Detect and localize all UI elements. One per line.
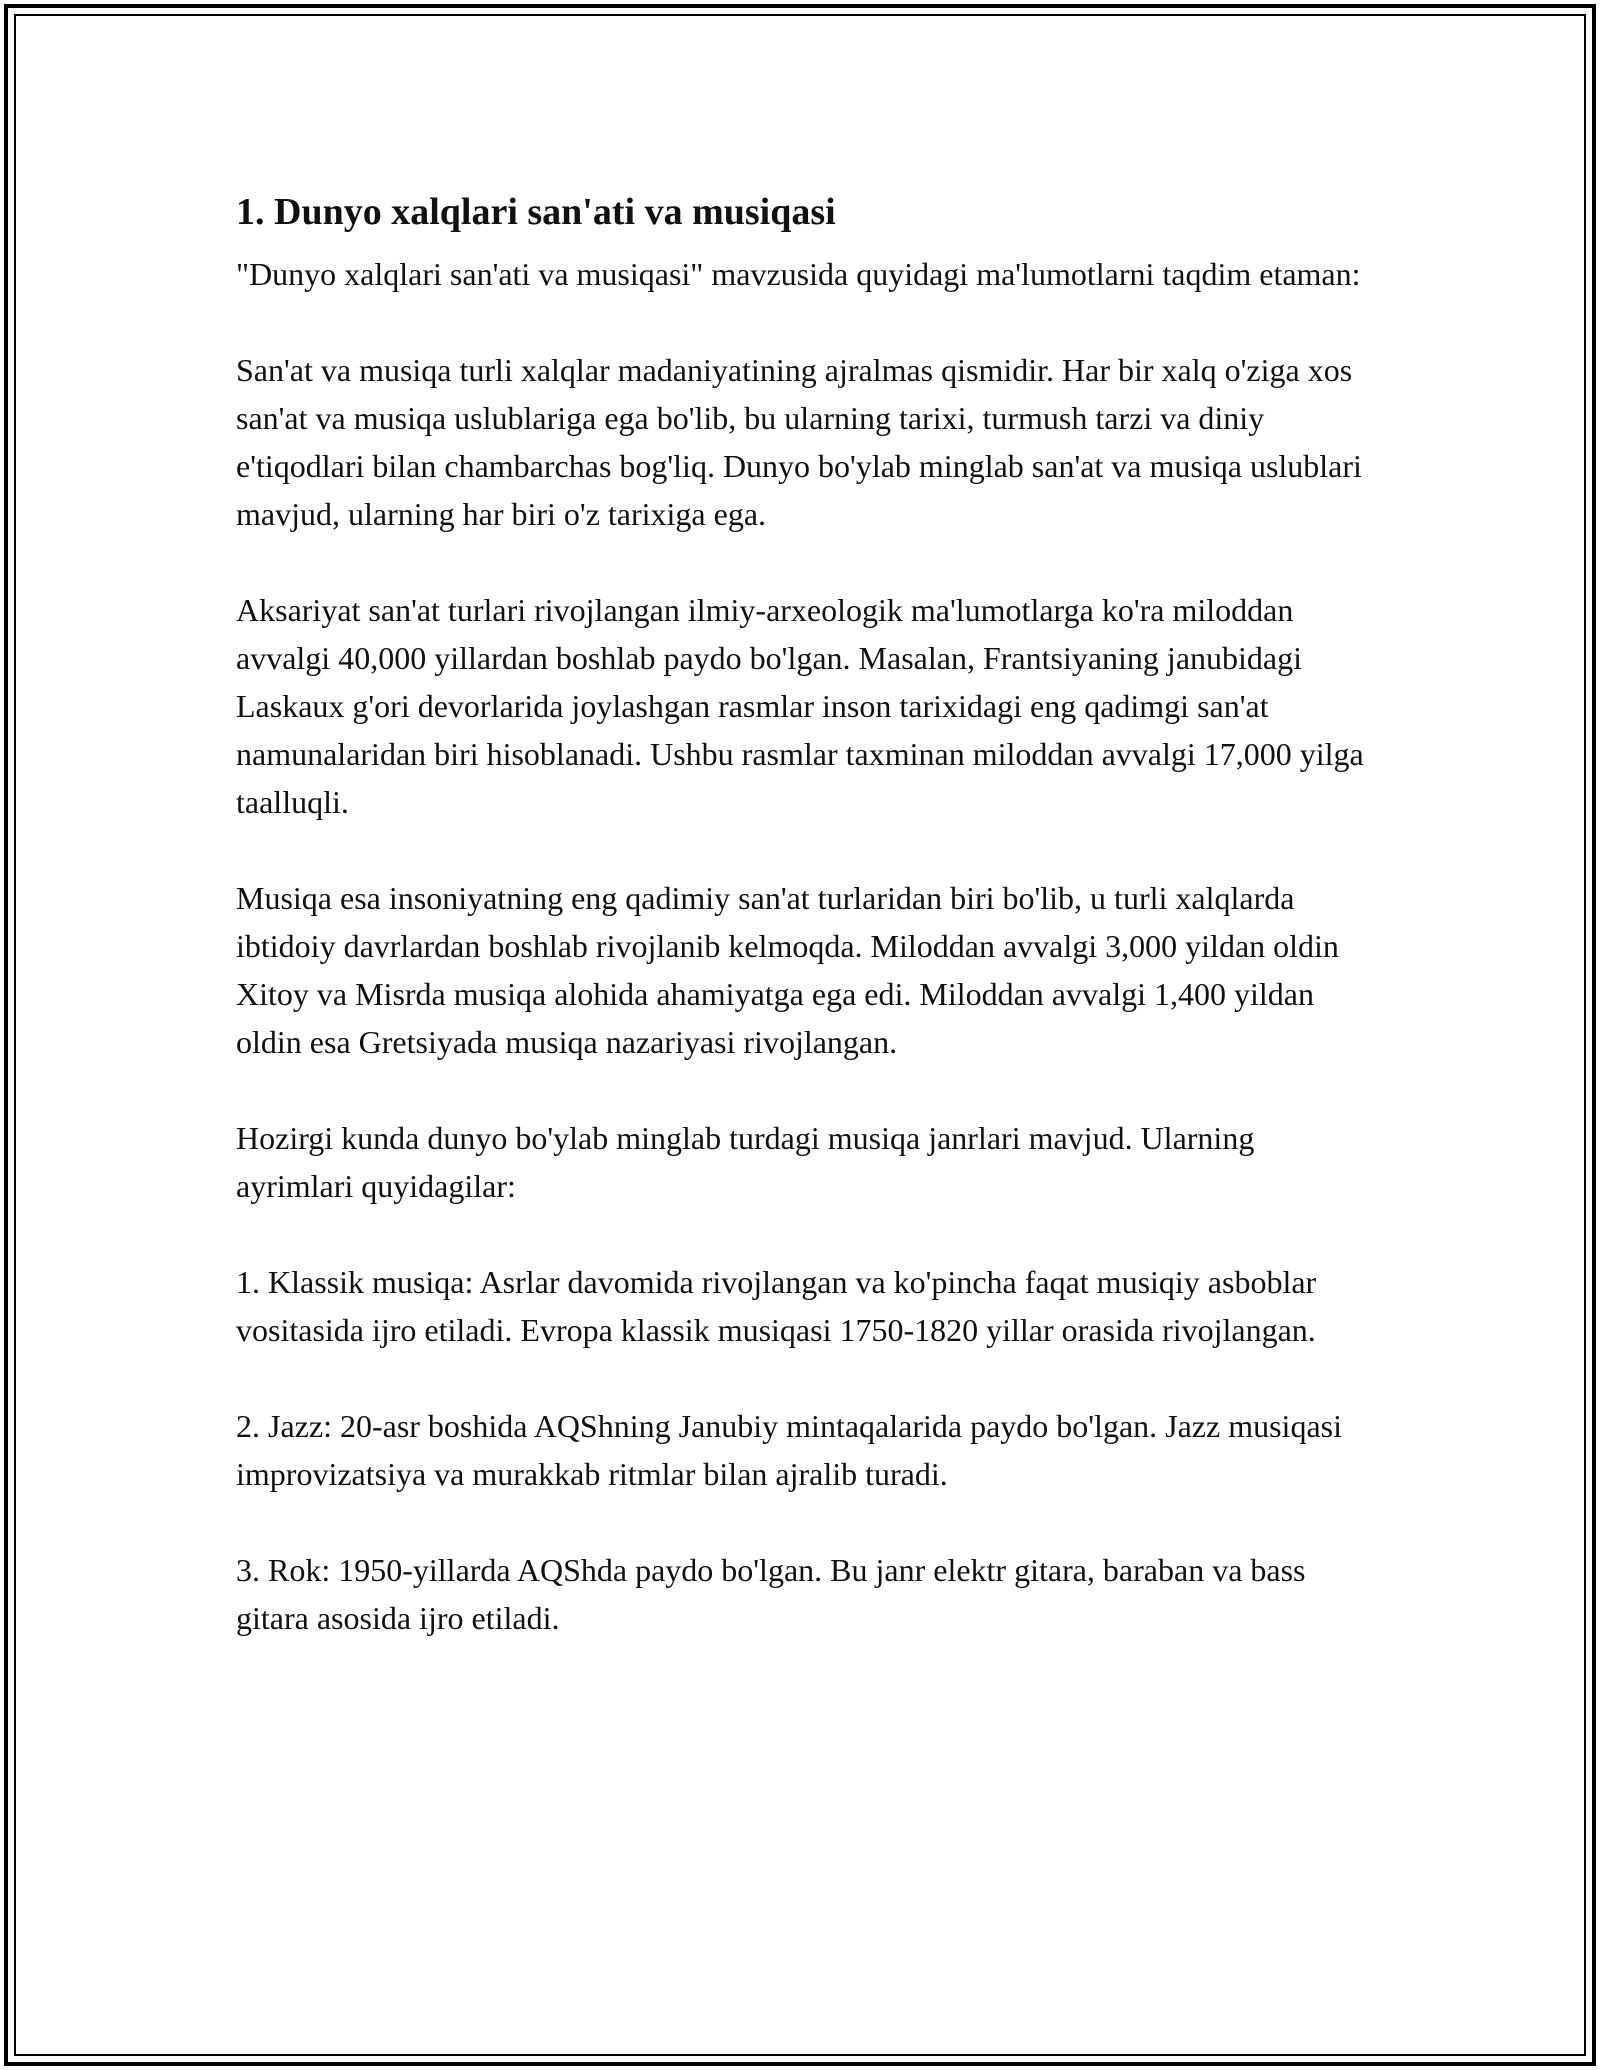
list-item-jazz: 2. Jazz: 20-asr boshida AQShning Janubiy mintaqalarida paydo bo'lgan. Jazz musiqasi improvizatsiya va murakkab ritmlar bilan ajralib turadi. [236, 1408, 1342, 1492]
list-item-classical: 1. Klassik musiqa: Asrlar davomida rivojlangan va ko'pincha faqat musiqiy asboblar vositasida ijro etiladi. Evropa klassik musiqasi 1750-1820 yillar orasida rivojlangan. [236, 1264, 1317, 1348]
paragraph-intro: "Dunyo xalqlari san'ati va musiqasi" mavzusida quyidagi ma'lumotlarni taqdim etaman: [236, 256, 1361, 292]
list-item-rock: 3. Rok: 1950-yillarda AQShda paydo bo'lgan. Bu janr elektr gitara, baraban va bass gitara asosida ijro etiladi. [236, 1552, 1306, 1636]
document-body [236, 186, 1376, 1642]
paragraph-art-and-music: San'at va musiqa turli xalqlar madaniyatining ajralmas qismidir. Har bir xalq o'ziga xos san'at va musiqa uslublariga ega bo'lib, bu ularning tarixi, turmush tarzi va diniy e'tiqodlari bilan chambarchas bog'liq. Dunyo bo'ylab minglab san'at va musiqa uslublari mavjud, ularning har biri o'z tarixiga ega. [236, 352, 1362, 532]
page-title: 1. Dunyo xalqlari san'ati va musiqasi [236, 191, 836, 233]
paragraph-music-history: Musiqa esa insoniyatning eng qadimiy san'at turlaridan biri bo'lib, u turli xalqlarda ibtidoiy davrlardan boshlab rivojlanib kelmoqda. Miloddan avvalgi 3,000 yildan oldin Xitoy va Misrda musiqa alohida ahamiyatga ega edi. Miloddan avvalgi 1,400 yildan oldin esa Gretsiyada musiqa nazariyasi rivojlangan. [236, 880, 1339, 1060]
paragraph-genres-intro: Hozirgi kunda dunyo bo'ylab minglab turdagi musiqa janrlari mavjud. Ularning ayrimlari quyidagilar: [236, 1120, 1255, 1204]
paragraph-art-history: Aksariyat san'at turlari rivojlangan ilmiy-arxeologik ma'lumotlarga ko'ra miloddan avvalgi 40,000 yillardan boshlab paydo bo'lgan. Masalan, Frantsiyaning janubidagi Laskaux g'ori devorlarida joylashgan rasmlar inson tarixidagi eng qadimgi san'at namunalaridan biri hisoblanadi. Ushbu rasmlar taxminan miloddan avvalgi 17,000 yilga taalluqli. [236, 592, 1364, 820]
